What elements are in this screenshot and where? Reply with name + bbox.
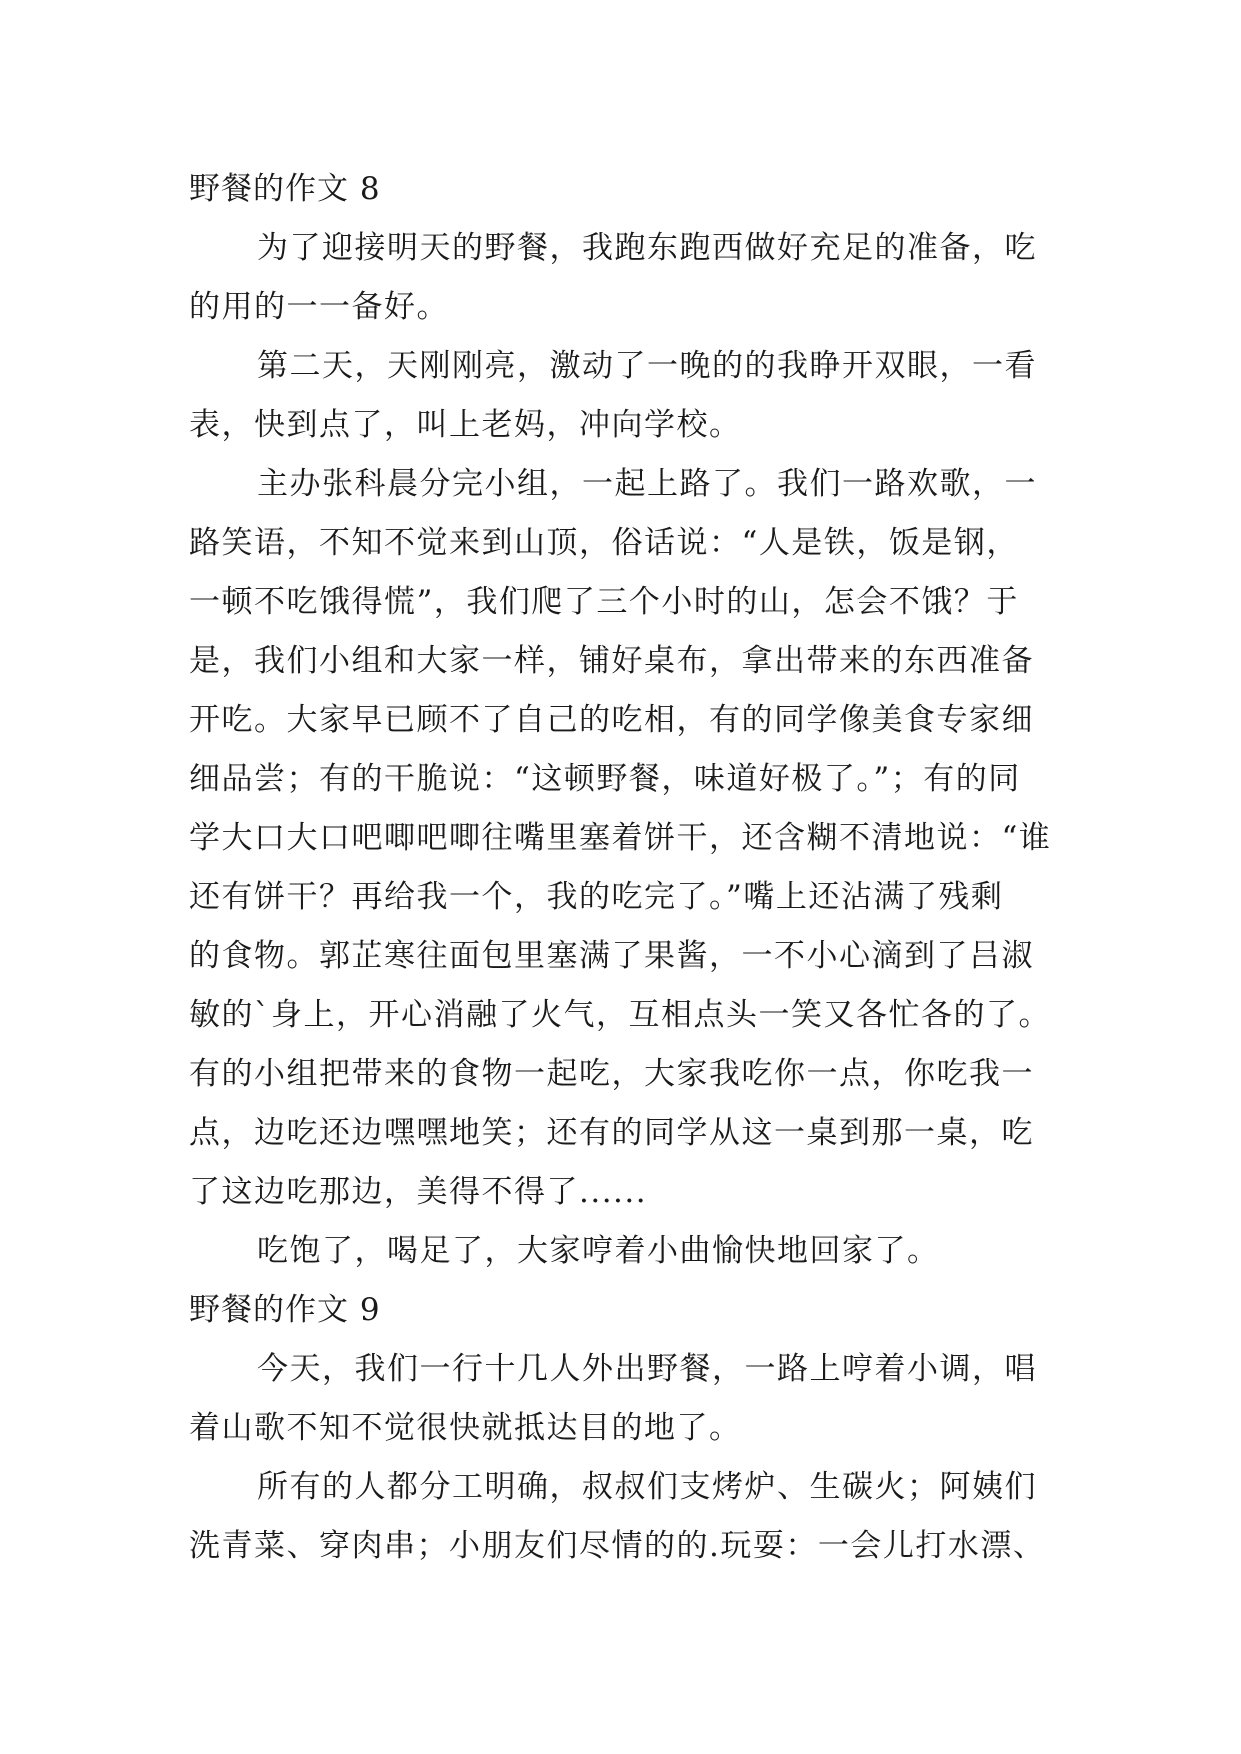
paragraph-line: 学大口大口吧唧吧唧往嘴里塞着饼干，还含糊不清地说：“谁 <box>189 820 1052 856</box>
paragraph-line: 洗青菜、穿肉串；小朋友们尽情的的.玩耍：一会儿打水漂、 <box>189 1528 1046 1564</box>
paragraph-line: 有的小组把带来的食物一起吃，大家我吃你一点，你吃我一 <box>189 1056 1034 1092</box>
paragraph-line: 敏的`身上，开心消融了火气，互相点头一笑又各忙各的了。 <box>189 997 1051 1033</box>
essay-heading: 野餐的作文 8 <box>189 171 381 207</box>
paragraph-line: 第二天，天刚刚亮，激动了一晚的的我睁开双眼，一看 <box>257 348 1037 384</box>
essay-text-column <box>189 160 1059 1576</box>
paragraph-line: 的用的一一备好。 <box>189 289 449 325</box>
paragraph-line: 了这边吃那边，美得不得了...... <box>189 1174 648 1210</box>
paragraph-line: 点，边吃还边嘿嘿地笑；还有的同学从这一桌到那一桌，吃 <box>189 1115 1034 1151</box>
paragraph-line: 今天，我们一行十几人外出野餐，一路上哼着小调，唱 <box>257 1351 1037 1387</box>
paragraph-line: 为了迎接明天的野餐，我跑东跑西做好充足的准备，吃 <box>257 230 1037 266</box>
paragraph-line: 路笑语，不知不觉来到山顶，俗话说：“人是铁，饭是钢， <box>189 525 1019 561</box>
paragraph-line: 主办张科晨分完小组，一起上路了。我们一路欢歌，一 <box>257 466 1037 502</box>
paragraph-line: 着山歌不知不觉很快就抵达目的地了。 <box>189 1410 742 1446</box>
paragraph-line: 还有饼干？再给我一个，我的吃完了。”嘴上还沾满了残剩 <box>189 879 1004 915</box>
paragraph-line: 是，我们小组和大家一样，铺好桌布，拿出带来的东西准备 <box>189 643 1034 679</box>
paragraph-line: 表，快到点了，叫上老妈，冲向学校。 <box>189 407 742 443</box>
paragraph-line: 细品尝；有的干脆说：“这顿野餐，味道好极了。”；有的同 <box>189 761 1021 797</box>
paragraph-line: 所有的人都分工明确，叔叔们支烤炉、生碳火；阿姨们 <box>257 1469 1037 1505</box>
paragraph-line: 的食物。郭芷寒往面包里塞满了果酱，一不小心滴到了吕淑 <box>189 938 1034 974</box>
essay-heading: 野餐的作文 9 <box>189 1292 381 1328</box>
paragraph-line: 一顿不吃饿得慌”，我们爬了三个小时的山，怎会不饿？于 <box>189 584 1019 620</box>
paragraph-line: 开吃。大家早已顾不了自己的吃相，有的同学像美食专家细 <box>189 702 1034 738</box>
paragraph-line: 吃饱了，喝足了，大家哼着小曲愉快地回家了。 <box>257 1233 940 1269</box>
